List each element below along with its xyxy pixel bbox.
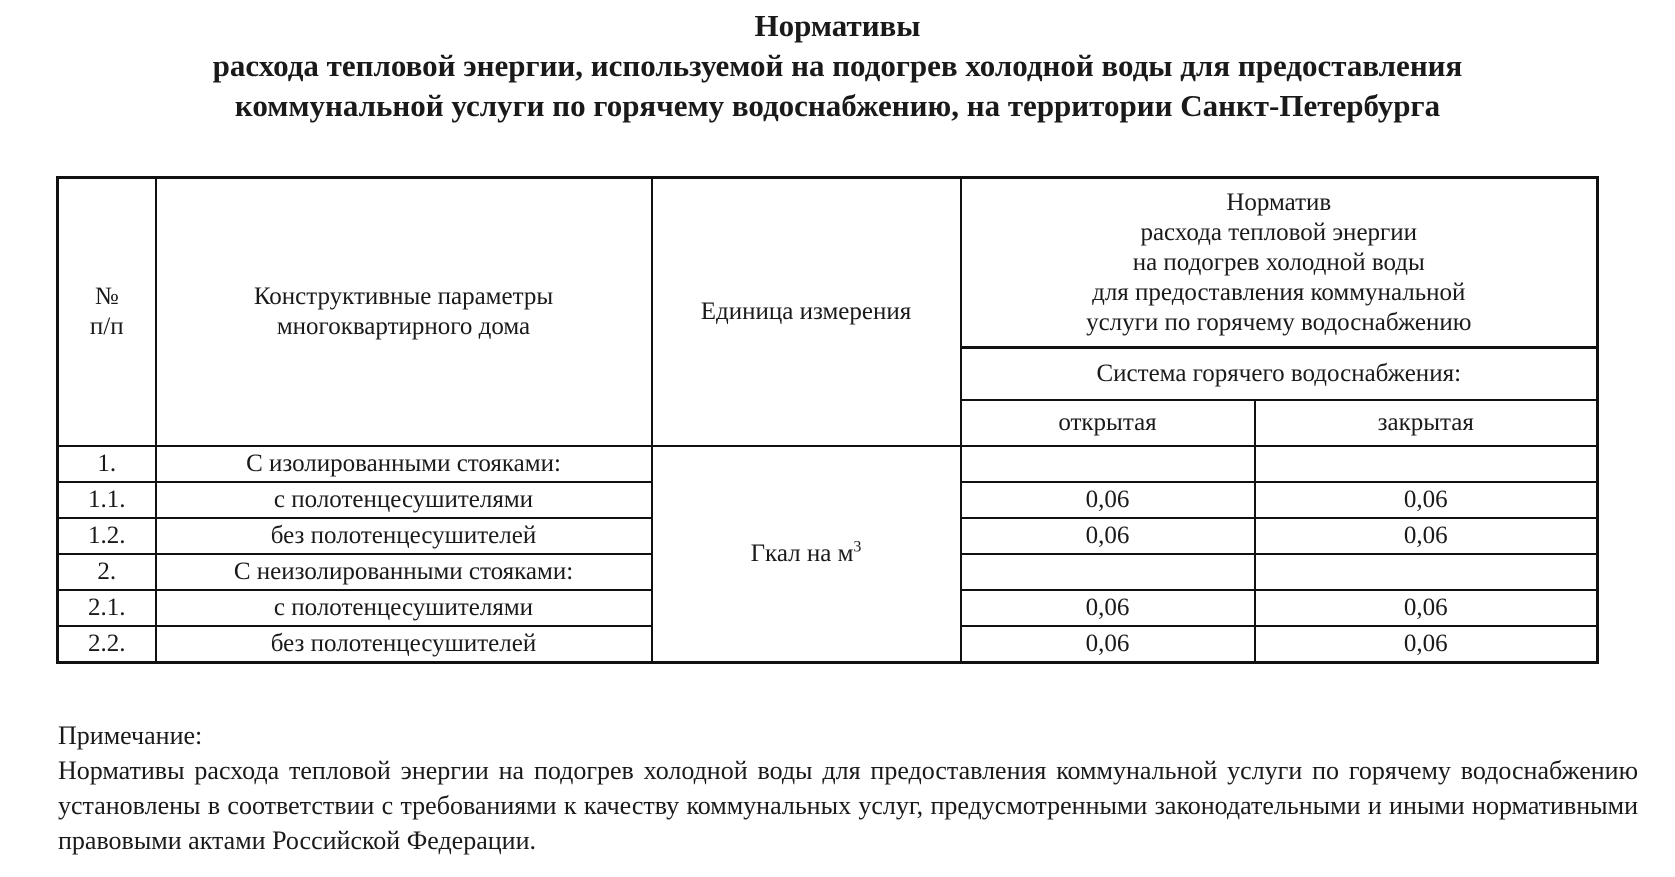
row-open-value [961,554,1255,590]
unit-value: Гкал на м [750,539,854,567]
header-closed: закрытая [1255,400,1598,446]
header-norm-line-3: на подогрев холодной воды [1132,248,1425,276]
row-param: без полотенцесушителей [156,626,652,663]
note-label: Примечание: [58,721,203,750]
row-number: 1.2. [58,518,156,554]
row-closed-value: 0,06 [1255,590,1598,626]
row-number: 2.2. [58,626,156,663]
row-closed-value [1255,554,1598,590]
header-params-line-1: Конструктивные параметры [253,282,554,310]
note-section [58,718,1638,858]
header-system: Система горячего водоснабжения: [961,348,1598,400]
row-closed-value: 0,06 [1255,518,1598,554]
row-param: С неизолированными стояками: [156,554,652,590]
row-number: 1.1. [58,482,156,518]
header-number-symbol: № [94,282,119,310]
header-number [58,178,156,446]
row-open-value: 0,06 [961,482,1255,518]
row-param: С изолированными стояками: [156,446,652,482]
row-number: 2. [58,554,156,590]
header-params-line-2: многоквартирного дома [276,312,531,340]
row-param: с полотенцесушителями [156,590,652,626]
unit-superscript: 3 [853,538,862,556]
row-param: без полотенцесушителей [156,518,652,554]
row-closed-value: 0,06 [1255,482,1598,518]
header-norm-line-2: расхода тепловой энергии [1140,218,1418,246]
row-param: с полотенцесушителями [156,482,652,518]
header-norm-line-4: для предоставления коммунальной [1092,278,1466,306]
header-norm-line-5: услуги по горячему водоснабжению [1086,308,1472,336]
row-closed-value [1255,446,1598,482]
document-title [0,6,1675,126]
table-row [58,446,1598,482]
header-params [156,178,652,446]
row-number: 1. [58,446,156,482]
header-norm [961,178,1598,348]
header-open: открытая [961,400,1255,446]
title-line-3: коммунальной услуги по горячему водоснабжению, на территории Санкт-Петербурга [234,88,1441,123]
unit-cell [652,446,961,663]
header-norm-line-1: Норматив [1226,188,1332,216]
row-open-value [961,446,1255,482]
row-closed-value: 0,06 [1255,626,1598,663]
header-number-label: п/п [89,312,124,340]
row-number: 2.1. [58,590,156,626]
row-open-value: 0,06 [961,518,1255,554]
row-open-value: 0,06 [961,590,1255,626]
title-line-2: расхода тепловой энергии, используемой на подогрев холодной воды для предоставления [212,48,1463,83]
note-text: Нормативы расхода тепловой энергии на подогрев холодной воды для предоставления коммунальной услуги по горячему водоснабжению установлены в соответствии с требованиями к качеству коммунальных услуг, предусмотренными законодательными и иными нормативными правовыми актами Российской Федерации. [58,756,1638,855]
row-open-value: 0,06 [961,626,1255,663]
header-unit: Единица измерения [652,178,961,446]
title-line-1: Нормативы [754,8,921,43]
norms-table [56,176,1599,664]
